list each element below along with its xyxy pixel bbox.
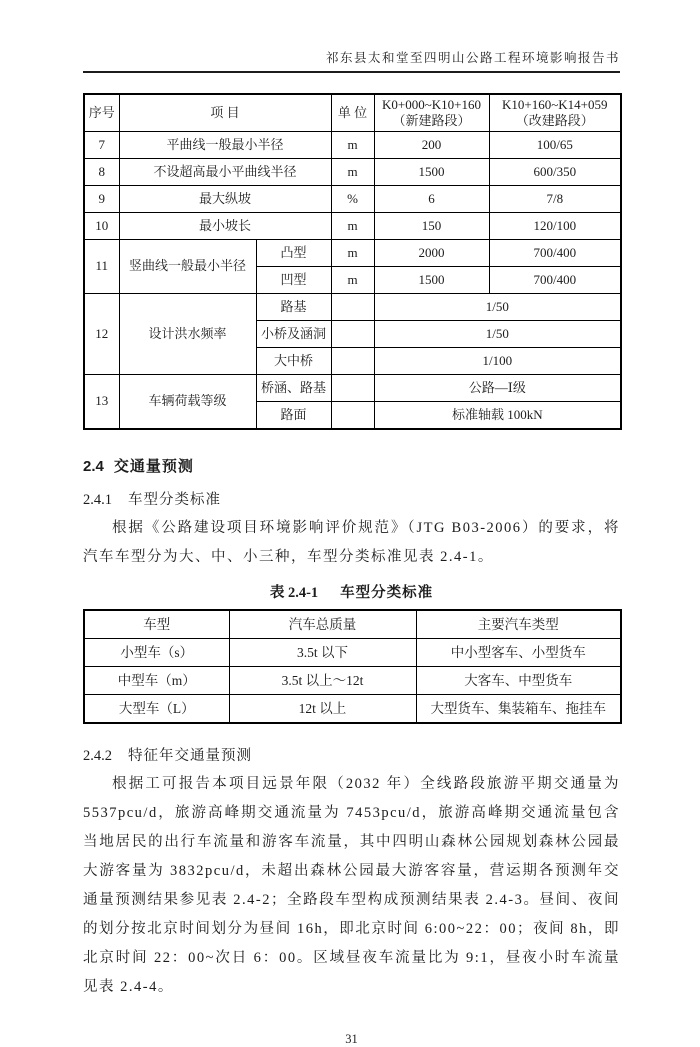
- page-footer: [83, 1032, 620, 1047]
- segment1-chainage: K0+000~K10+160: [382, 97, 481, 112]
- running-header: [83, 50, 620, 66]
- cell-no: 13: [84, 375, 119, 430]
- table-row: [84, 159, 621, 186]
- cell-main-types: 中小型客车、小型货车: [416, 639, 621, 667]
- cell-unit: m: [331, 267, 374, 294]
- cell-value-merged: 标准轴载 100kN: [374, 402, 621, 430]
- cell-value-seg1: 150: [374, 213, 489, 240]
- table-header-row: [84, 94, 621, 132]
- header-cell-main-types: 主要汽车类型: [416, 610, 621, 639]
- segment1-type: （新建路段）: [392, 113, 471, 128]
- header-cell-unit: 单 位: [331, 94, 374, 132]
- paragraph-vehicle-classification: 根据《公路建设项目环境影响评价规范》（JTG B03-2006）的要求，将汽车车型分为大、中、小三种，车型分类标准见表 2.4-1。: [83, 520, 620, 565]
- cell-type: 大型车（L）: [84, 695, 229, 724]
- header-cell-mass: 汽车总质量: [229, 610, 416, 639]
- cell-value-seg2: 600/350: [489, 159, 621, 186]
- header-cell-item: 项 目: [119, 94, 331, 132]
- section-number: 2.4: [83, 458, 104, 475]
- cell-no: 10: [84, 213, 119, 240]
- cell-item: 不设超高最小平曲线半径: [119, 159, 331, 186]
- table-row: [84, 639, 621, 667]
- design-parameters-table: [83, 93, 622, 430]
- cell-unit: [331, 321, 374, 348]
- cell-unit: m: [331, 240, 374, 267]
- cell-unit: [331, 294, 374, 321]
- page-number: 31: [345, 1032, 358, 1046]
- section-title: 交通量预测: [113, 458, 194, 475]
- cell-main-types: 大型货车、集装箱车、拖挂车: [416, 695, 621, 724]
- cell-value-seg1: 2000: [374, 240, 489, 267]
- section-title: 车型分类标准: [128, 492, 221, 508]
- section-heading-2-4-1: [83, 488, 620, 509]
- table-row: [84, 695, 621, 724]
- cell-value-seg1: 200: [374, 132, 489, 159]
- table-row: [84, 132, 621, 159]
- header-divider: [83, 71, 620, 73]
- cell-value-merged: 1/100: [374, 348, 621, 375]
- cell-unit: m: [331, 132, 374, 159]
- cell-mass: 3.5t 以上～12t: [229, 667, 416, 695]
- cell-subitem: 路面: [256, 402, 331, 430]
- table-caption: [83, 581, 620, 602]
- section-heading-2-4: [83, 455, 620, 476]
- header-cell-type: 车型: [84, 610, 229, 639]
- cell-type: 中型车（m）: [84, 667, 229, 695]
- header-cell-no: 序号: [84, 94, 119, 132]
- document-title: 祁东县太和堂至四明山公路工程环境影响报告书: [325, 51, 620, 65]
- cell-value-seg1: 6: [374, 186, 489, 213]
- cell-value-seg2: 100/65: [489, 132, 621, 159]
- cell-subitem: 凹型: [256, 267, 331, 294]
- cell-value-seg2: 700/400: [489, 267, 621, 294]
- cell-no: 12: [84, 294, 119, 375]
- cell-item: 竖曲线一般最小半径: [119, 240, 256, 294]
- cell-type: 小型车（s）: [84, 639, 229, 667]
- cell-value-seg2: 7/8: [489, 186, 621, 213]
- cell-value-seg2: 700/400: [489, 240, 621, 267]
- cell-subitem: 路基: [256, 294, 331, 321]
- cell-subitem: 小桥及涵洞: [256, 321, 331, 348]
- table-row: [84, 213, 621, 240]
- cell-unit: m: [331, 213, 374, 240]
- table-row: [84, 240, 621, 267]
- segment2-chainage: K10+160~K14+059: [502, 97, 608, 112]
- cell-unit: %: [331, 186, 374, 213]
- table-row: [84, 375, 621, 402]
- cell-value-seg1: 1500: [374, 159, 489, 186]
- header-cell-segment2: [489, 94, 621, 132]
- cell-subitem: 凸型: [256, 240, 331, 267]
- paragraph-traffic-forecast: 根据工可报告本项目远景年限（2032 年）全线路段旅游平期交通量为 5537pcu/d，旅游高峰期交通流量为 7453pcu/d，旅游高峰期交通流量包含当地居民的出行车流量和游客车流量，其中四明山森林公园规划森林公园最大游客量为 3832pcu/d，未超出森林公园最大游客容量，营运期各预测年交通量预测结果参见表 2.4-2；全路段车型构成预测结果表 2.4-3。昼间、夜间的划分按北京时间划分为昼间 16h，即北京时间 6:00~22：00；夜间 8h，即北京时间 22：00~次日 6：00。区域昼夜车流量比为 9:1，昼夜小时车流量见表 2.4-4。: [83, 776, 620, 995]
- table-caption-title: 车型分类标准: [340, 585, 434, 601]
- cell-no: 7: [84, 132, 119, 159]
- cell-mass: 3.5t 以下: [229, 639, 416, 667]
- table-row: [84, 667, 621, 695]
- cell-mass: 12t 以上: [229, 695, 416, 724]
- cell-subitem: 大中桥: [256, 348, 331, 375]
- cell-no: 9: [84, 186, 119, 213]
- cell-unit: [331, 402, 374, 430]
- cell-value-merged: 1/50: [374, 321, 621, 348]
- cell-item: 最小坡长: [119, 213, 331, 240]
- cell-item: 平曲线一般最小半径: [119, 132, 331, 159]
- cell-value-seg2: 120/100: [489, 213, 621, 240]
- section-number: 2.4.2: [83, 748, 112, 764]
- section-title: 特征年交通量预测: [128, 748, 252, 764]
- cell-value-merged: 1/50: [374, 294, 621, 321]
- header-cell-segment1: [374, 94, 489, 132]
- section-number: 2.4.1: [83, 492, 112, 508]
- cell-value-merged: 公路—Ⅰ级: [374, 375, 621, 402]
- cell-no: 11: [84, 240, 119, 294]
- cell-value-seg1: 1500: [374, 267, 489, 294]
- cell-item: 最大纵坡: [119, 186, 331, 213]
- cell-unit: [331, 348, 374, 375]
- section-heading-2-4-2: [83, 744, 620, 765]
- cell-item: 车辆荷载等级: [119, 375, 256, 430]
- cell-no: 8: [84, 159, 119, 186]
- vehicle-classification-table: [83, 609, 622, 724]
- cell-main-types: 大客车、中型货车: [416, 667, 621, 695]
- table-caption-label: 表 2.4-1: [269, 585, 319, 601]
- cell-unit: m: [331, 159, 374, 186]
- cell-subitem: 桥涵、路基: [256, 375, 331, 402]
- table-row: [84, 186, 621, 213]
- table-row: [84, 294, 621, 321]
- table-header-row: [84, 610, 621, 639]
- cell-unit: [331, 375, 374, 402]
- segment2-type: （改建路段）: [515, 113, 594, 128]
- cell-item: 设计洪水频率: [119, 294, 256, 375]
